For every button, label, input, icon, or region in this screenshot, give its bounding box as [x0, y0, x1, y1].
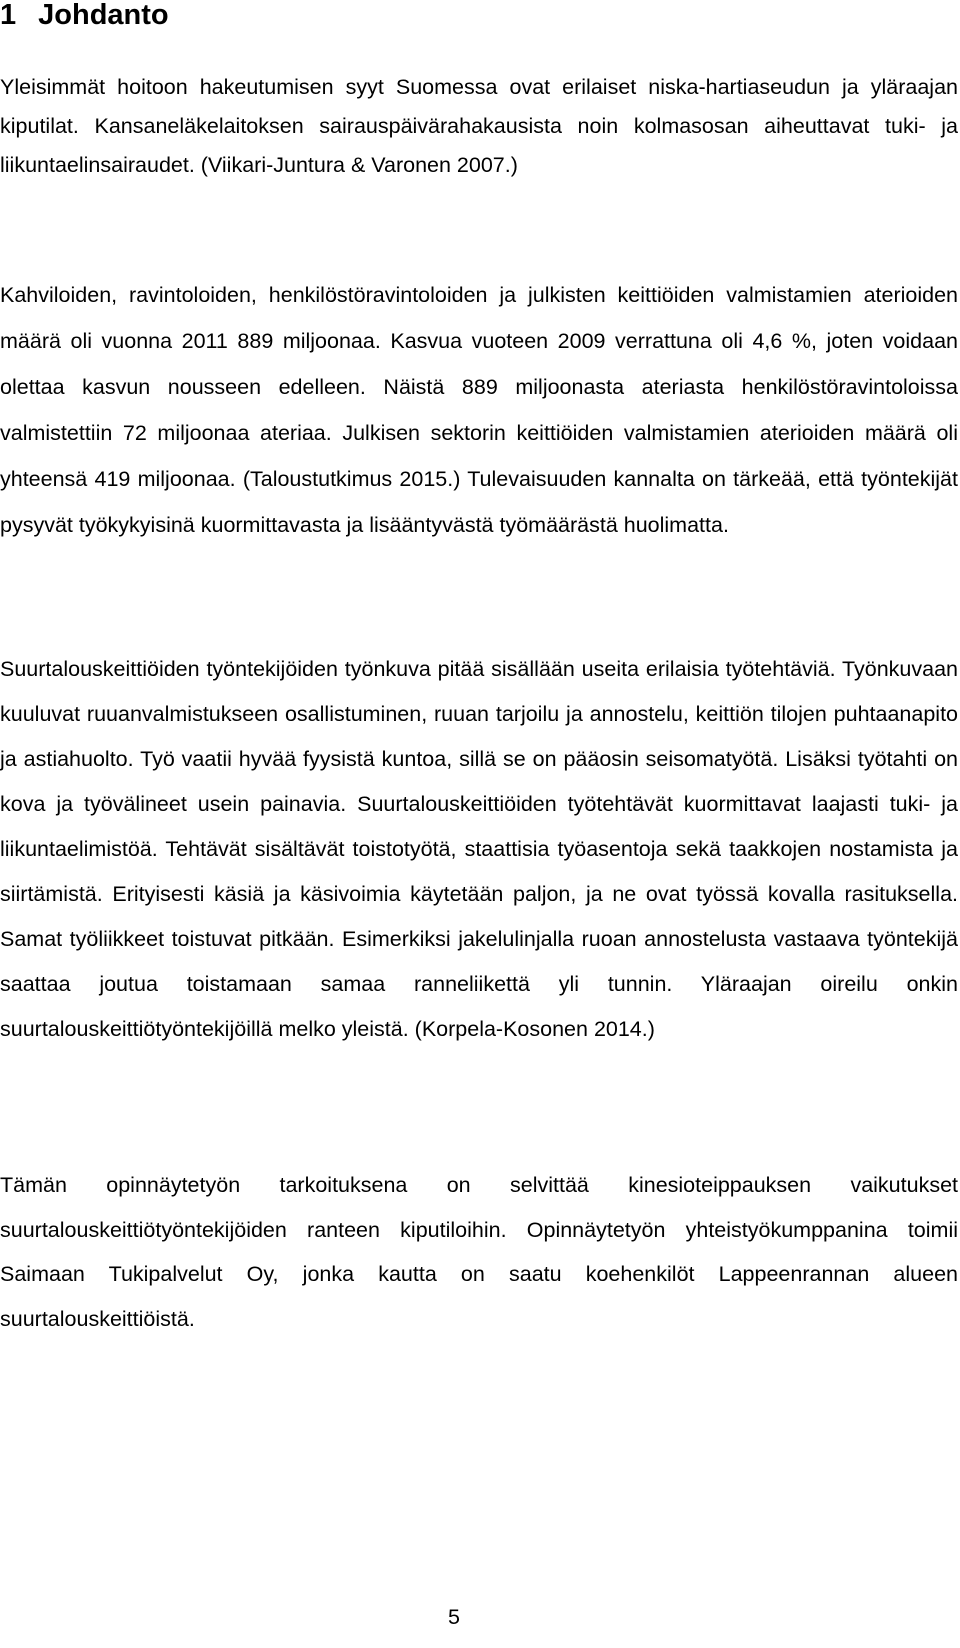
chapter-heading: [0, 0, 169, 32]
paragraph-meals-statistics: Kahviloiden, ravintoloiden, henkilöstöravintoloiden ja julkisten keittiöiden valmistamien aterioiden määrä oli vuonna 2011 889 miljoonaa. Kasvua vuoteen 2009 verrattuna oli 4,6 %, joten voidaan olettaa kasvun nousseen edelleen. Näistä 889 miljoonasta ateriasta henkilöstöravintoloissa valmistettiin 72 miljoonaa ateriaa. Julkisen sektorin keittiöiden valmistamien aterioiden määrä oli yhteensä 419 miljoonaa. (Taloustutkimus 2015.) Tulevaisuuden kannalta on tärkeää, että työntekijät pysyvät työkykyisinä kuormittavasta ja lisääntyvästä työmäärästä huolimatta.: [0, 283, 958, 537]
paragraph-intro: Yleisimmät hoitoon hakeutumisen syyt Suomessa ovat erilaiset niska-hartiaseudun ja yläraajan kiputilat. Kansaneläkelaitoksen sairauspäivärahakausista noin kolmasosan aiheuttavat tuki- ja liikuntaelinsairaudet. (Viikari-Juntura & Varonen 2007.): [0, 75, 958, 177]
page-number: 5: [448, 1605, 460, 1629]
paragraph-kitchen-work: Suurtalouskeittiöiden työntekijöiden työnkuva pitää sisällään useita erilaisia työtehtäviä. Työnkuvaan kuuluvat ruuanvalmistukseen osallistuminen, ruuan tarjoilu ja annostelu, keittiön tilojen puhtaanapito ja astiahuolto. Työ vaatii hyvää fyysistä kuntoa, sillä se on pääosin seisomatyötä. Lisäksi työtahti on kova ja työvälineet usein painavia. Suurtalouskeittiöiden työtehtävät kuormittavat laajasti tuki- ja liikuntaelimistöä. Tehtävät sisältävät toistotyötä, staattisia työasentoja sekä taakkojen nostamista ja siirtämistä. Erityisesti käsiä ja käsivoimia käytetään paljon, ja ne ovat työssä kovalla rasituksella. Samat työliikkeet toistuvat pitkään. Esimerkiksi jakelulinjalla ruoan annostelusta vastaava työntekijä saattaa joutua toistamaan samaa ranneliikettä yli tunnin. Yläraajan oireilu onkin suurtalouskeittiötyöntekijöillä melko yleistä. (Korpela-Kosonen 2014.): [0, 657, 958, 1041]
paragraph-thesis-purpose: Tämän opinnäytetyön tarkoituksena on selvittää kinesioteippauksen vaikutukset suurtalouskeittiötyöntekijöiden ranteen kiputiloihin. Opinnäytetyön yhteistyökumppanina toimii Saimaan Tukipalvelut Oy, jonka kautta on saatu koehenkilöt Lappeenrannan alueen suurtalouskeittiöistä.: [0, 1173, 958, 1331]
chapter-title: Johdanto: [38, 0, 169, 31]
chapter-number: 1: [0, 0, 17, 31]
